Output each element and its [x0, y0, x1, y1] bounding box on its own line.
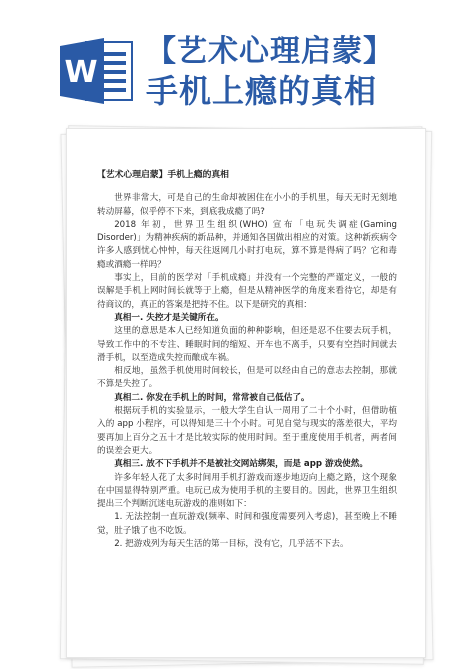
paragraph: 这里的意思是本人已经知道负面的种种影响，但还是忍不住要去玩手机，导致工作中的不专注、睡眠时间的缩短、开车也不离手，只要有空挡时间就去滑手机，以至造成失控而酿成车祸。 [97, 326, 397, 363]
section-heading: 真相一. 失控才是关键所在。 [114, 312, 224, 323]
document-page [66, 128, 426, 658]
section-heading: 真相三. 放不下手机并不是被社交网站绑架，而是 app 游戏使然。 [114, 459, 368, 470]
banner-title-line2: 手机上瘾的真相 [146, 72, 378, 110]
paragraph: 1. 无法控制一直玩游戏(频率、时间和强度需要列入考虑)，甚至晚上不睡觉，肚子饿了也不吃饭。 [97, 512, 397, 536]
document-body [97, 169, 397, 551]
paragraph: 2. 把游戏列为每天生活的第一目标，没有它，几乎活不下去。 [114, 539, 349, 550]
document-title: 【艺术心理启蒙】手机上瘾的真相 [97, 170, 229, 180]
paragraph: 世界非常大，可是自己的生命却被困住在小小的手机里，每天无时无刻地转动屏幕，似乎停不下来，到底我成瘾了吗? [97, 193, 397, 217]
word-doc-icon [60, 38, 136, 104]
logo-letter: W [64, 55, 98, 90]
paragraph: 事实上，目前的医学对「手机成瘾」并没有一个完整的严谨定义，一般的误解是手机上网时间长就等于上瘾，但是从精神医学的角度来看待它，却是有待商议的，真正的答案是把持不住。以下是研究的真相： [97, 273, 397, 310]
banner-title-line1: 【艺术心理启蒙】 [146, 34, 394, 69]
section-heading: 真相二. 你发在手机上的时间，常常被自己低估了。 [114, 392, 310, 403]
paragraph: 2018 年初，世界卫生组织(WHO) 宣布「电玩失调症(Gaming Disorder)」为精神疾病的新品种，并通知各国做出相应的对策。这种新疾病令许多人感到忧心忡忡，每天往返网几小时打电玩，算不算是得病了吗？它和毒瘾或酒瘾一样吗？ [97, 219, 397, 270]
paragraph: 相反地，虽然手机使用时间较长，但是可以经由自己的意志去控制，那就不算是失控了。 [97, 366, 397, 390]
header-banner [0, 0, 474, 120]
paragraph: 许多年轻人花了太多时间用手机打游戏而逐步地迈向上瘾之路，这个现象在中国显得特别严重。电玩已成为使用手机的主要目的。因此，世界卫生组织提出三个判断沉迷电玩游戏的准则如下： [97, 472, 397, 510]
document-paragraphs [97, 192, 397, 551]
paragraph: 根据玩手机的实验显示，一般大学生自认一周用了二十个小时，但借助植入的 app 小程序，可以得知是三十个小时。可见自觉与现实的落差很大，平均要再加上百分之五十才是比较实际的使用时间。至于重度使用手机者，两者间的误差会更大。 [97, 406, 397, 456]
document-preview [60, 124, 434, 664]
